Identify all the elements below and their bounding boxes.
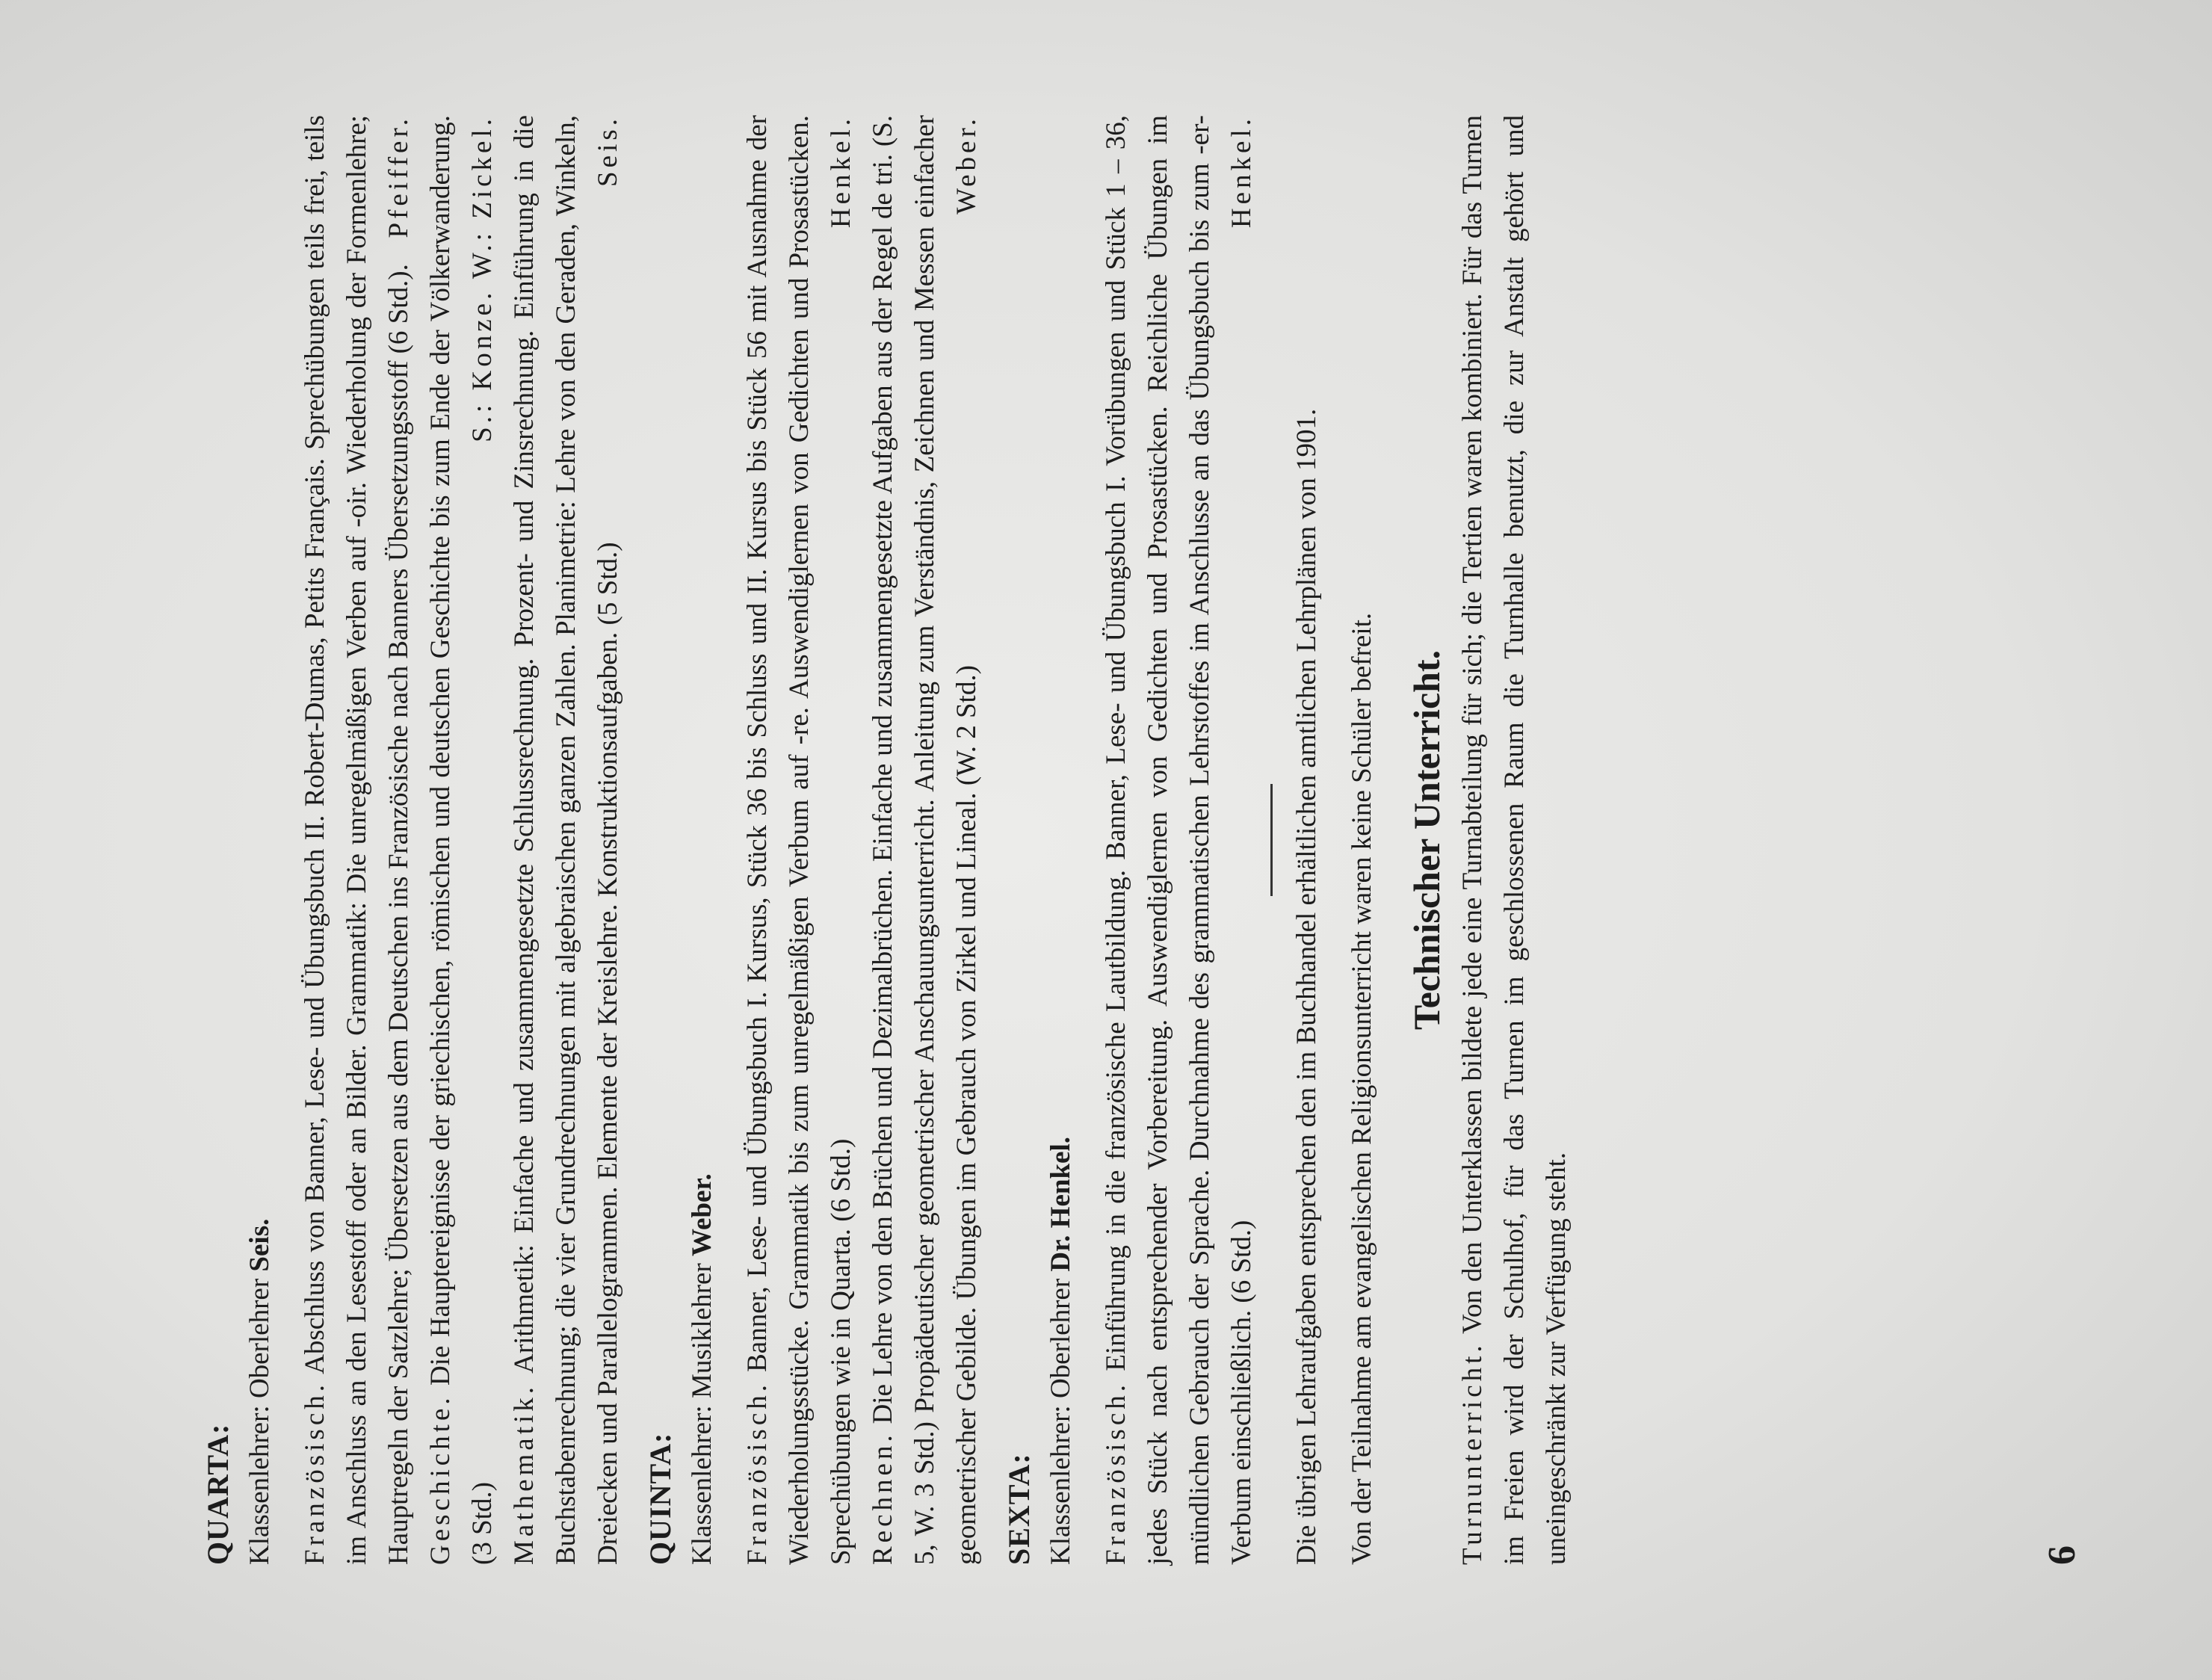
quinta-franz-paragraph (737, 115, 862, 1565)
turn-label: Turnunterricht. (1457, 1341, 1488, 1565)
quarta-gesch-label: Geschichte. (425, 1394, 456, 1565)
religion-remark: Von der Teilnahme am evangelischen Religionsunterricht waren keine Schüler befreit. (1347, 612, 1377, 1565)
sexta-franz-text: Einführung in die französische Lautbildung. Banner, Lese- und Übungsbuch I. Vorübungen und Stück 1 – 36, jedes Stück nach entsprechender Vorbereitung. Auswendiglernen von Gedichten und Prosastücken. Reichliche Übungen im mündlichen Gebrauch der Sprache. Durchnahme des grammatischen Lehrstoffes im Anschlusse an das Übungsbuch bis zum -er-Verbum einschließlich. (6 Std.) (1101, 114, 1257, 1565)
quarta-math-text: Arithmetik: Einfache und zusammengesetzte Schlussrechnung. Prozent- und Zinsrechnung. Einführung in die Buchstabenrechnung; die vier Grundrechnungen mit algebraischen ganzen Zahlen. Planimetrie: Lehre von den Geraden, Winkeln, Dreiecken und Parallelogrammen. Elemente der Kreislehre. Konstruktionsaufgaben. (5 Std.) (509, 115, 623, 1565)
sexta-teacher-name: Dr. Henkel. (1045, 1137, 1076, 1272)
quarta-teacher-line (239, 115, 281, 1565)
quinta-rechnen-paragraph (862, 115, 988, 1565)
sexta-franz-paragraph (1096, 115, 1263, 1565)
quarta-teacher-name: Seis. (244, 1218, 275, 1272)
quinta-rechnen-teacher: Weber. (951, 115, 982, 214)
quinta-teacher-name: Weber. (687, 1173, 717, 1256)
page-body (187, 115, 1578, 1565)
sexta-franz-label: Französisch. (1101, 1381, 1131, 1565)
lehraufgaben-remark: Die übrigen Lehraufgaben entsprechen den im Buchhandel erhältlichen amtlichen Lehrplänen von 1901. (1291, 408, 1322, 1565)
quarta-teacher-prefix: Klassenlehrer: Oberlehrer (244, 1278, 275, 1565)
quarta-math-label: Mathematik. (509, 1383, 540, 1565)
technischer-heading: Technischer Unterricht. (1406, 649, 1448, 1031)
quinta-franz-text: Banner, Lese- und Übungsbuch I. Kursus, Stück 36 bis Schluss und II. Kursus bis Stück 56 mit Ausnahme der Wiederholungsstücke. Grammatik bis zum unregelmäßigen Verbum auf -re. Auswendiglernen von Gedichten und Prosastücken. Sprechübungen wie in Quarta. (6 Std.) (742, 115, 856, 1565)
quinta-teacher-line (682, 115, 723, 1565)
quinta-teacher-prefix: Klassenlehrer: Musiklehrer (687, 1263, 717, 1565)
quinta-rechnen-text: Die Lehre von den Brüchen und Dezimalbrüchen. Einfache und zusammengesetzte Aufgaben aus der Regel de tri. (S. 5, W. 3 Std.) Propädeutischer geometrischer Anschauungsunterricht. Anleitung zum Verständnis, Zeichnen und Messen einfacher geometrischer Gebilde. Übungen im Gebrauch von Zirkel und Lineal. (W. 2 Std.) (868, 115, 982, 1565)
quarta-gesch-paragraph (420, 115, 504, 1565)
sexta-heading: SEXTA: (1002, 1453, 1036, 1565)
page-number: 6 (2041, 1545, 2083, 1565)
turn-paragraph (1452, 115, 1578, 1565)
quarta-math-teacher: Seis. (593, 115, 623, 187)
quarta-gesch-teacher: S.: Konze. W.: Zickel. (467, 115, 498, 442)
quarta-heading: QUARTA: (201, 1423, 235, 1565)
quarta-franz-label: Französisch. (300, 1381, 330, 1565)
sexta-teacher-prefix: Klassenlehrer: Oberlehrer (1045, 1278, 1076, 1565)
sexta-teacher-line (1040, 115, 1082, 1565)
sexta-franz-teacher: Henkel. (1226, 115, 1257, 229)
quarta-gesch-text: Die Hauptereignisse der griechischen, römischen und deutschen Geschichte bis zum Ende der Völkerwanderung. (3 Std.) (425, 114, 498, 1565)
quinta-franz-teacher: Henkel. (826, 115, 856, 229)
quinta-rechnen-label: Rechnen. (868, 1431, 898, 1565)
turn-text: Von den Unterklassen bildete jede eine Turnabteilung für sich; die Tertien waren kombiniert. Für das Turnen im Freien wird der Schulhof, für das Turnen im geschlossenen Raum die Turnhalle benutzt, die zur Anstalt gehört und uneingeschränkt zur Verfügung steht. (1457, 115, 1572, 1565)
quarta-franz-teacher: Pfeiffer. (383, 115, 414, 238)
quarta-franz-paragraph (294, 115, 420, 1565)
quinta-heading: QUINTA: (643, 1432, 677, 1565)
document-page (52, 40, 2160, 1640)
quinta-franz-label: Französisch. (742, 1381, 773, 1565)
section-divider (1270, 784, 1273, 896)
quarta-math-paragraph (504, 115, 629, 1565)
quarta-franz-text: Abschluss von Banner, Lese- und Übungsbuch II. Robert-Dumas, Petits Français. Sprechübungen teils frei, teils im Anschluss an den Lesestoff oder an Bilder. Grammatik: Die unregelmäßigen Verben auf -oir. Wiederholung der Formenlehre; Hauptregeln der Satzlehre; Übersetzen aus dem Deutschen ins Französische nach Banners Übersetzungsstoff (6 Std.). (300, 115, 414, 1565)
